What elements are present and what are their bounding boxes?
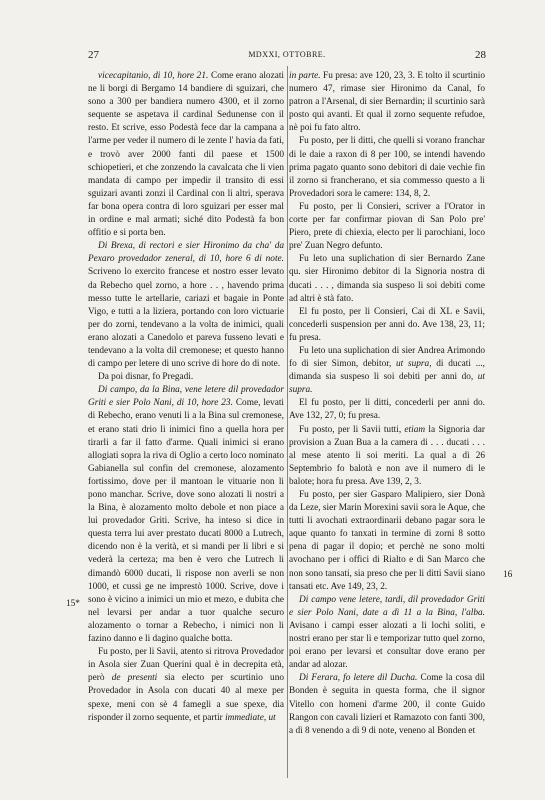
italic-heading-text: Di campo vene letere, tardi, dil provedador Griti e sier Polo Nani, date a dì 11 a la Bina, l'alba.: [289, 594, 485, 618]
italic-heading-text: Di Ferara, fo letere dil Ducha.: [299, 673, 418, 684]
body-text: Fu presa: ave 120, 23, 3. E tolto il scurtinio numero 47, rimase sier Hironimo da Canal, fo patron a l'Arsenal, di sier Bernardin; il scurtinio sarà posto qui avanti. Et qual il zorno sequente refudoe, nè poi fu fato altro.: [289, 71, 485, 134]
italic-heading-text: Di Brexa, di rectori e sier Hironimo da cha' da Pexaro provedador zeneral, di 10, hore 6 di note.: [88, 241, 284, 265]
body-text: Fu posto, per sier Gasparo Malipiero, sier Donà da Leze, sier Marin Morexini savii sora le Aque, che tutti li avochati extraordinarii debano pagar sora le aque quanto fo tanxati in termine di zorni 8 sotto pena di pagar il dopio; et perchè ne sono molti avochano per i offici di Rialto e di San Marco che non sono tansati, sia preso che per li ditti Savii siano tansati etc. Ave 149, 23, 2.: [289, 490, 485, 592]
italic-heading-text: ut supra,: [396, 359, 432, 370]
italic-heading-text: immediate, ut: [225, 712, 276, 723]
italic-heading-text: vicecapitanio, di 10, hore 21.: [98, 71, 209, 81]
paragraph: [289, 489, 485, 594]
body-text: Come erano alozati ne li borgi di Bergamo 14 bandiere di sguizari, che sono a 300 per bandiera numero 4300, et il zorno sequente se aspetava il cardinal Sedunense con il resto. Et scrive, esso Podestà fece dar la campana a l'arme per veder il numero di le zente l' havia da fati, e trovò aver 2000 fanti dil paese et 1500 schiopetieri, et che zonzendo la cavalcata che li vien mandata di campo per impedir il transito di essi sguizari avanti zonzi il Cardinal con li altri, sperava far bona opera contra di loro sguizari per esser mal in ordine e mal armati; siché dito Podestà fa bon offitio e si porta ben.: [88, 71, 284, 239]
left-column: [88, 70, 284, 725]
body-text: Da poi disnar, fo Pregadi.: [98, 372, 194, 383]
italic-heading-text: in parte.: [289, 71, 321, 81]
body-text: sia electo per scurtinio uno Provedador in Asola con ducati 40 al mexe per spexe, meni con sè 4 famegli a sue spexe, dia risponder il zorno sequente, et partir: [88, 673, 284, 723]
body-text: Avisano i campi esser alozati a li lochi soliti, e nostri erano per star lì e temporizar tutto quel zorno, poi erano per levarsi et consultar dove erano per andar ad alozar.: [289, 620, 485, 671]
page-number-left: 27: [88, 49, 99, 61]
paragraph: [289, 345, 485, 397]
body-text: El fu posto, per li ditti, concederli per anni do. Ave 132, 27, 0; fu presa.: [289, 398, 485, 422]
italic-heading-text: Di campo, da la Bina, vene letere dil provedador Griti e sier Polo Nani, di 10, hore 23.: [88, 385, 284, 409]
paragraph: [289, 424, 485, 489]
body-text: la Signoria dar provision a Zuan Bua a la camera di . . . ducati . . . al mese atento li soi meriti. La qual a dì 26 Septembrio fo balotà e non ave il numero di le balote; hora fu presa. Ave 139, 2, 3.: [289, 424, 485, 487]
column-divider: [287, 66, 288, 778]
paragraph: [289, 672, 485, 737]
paragraph: [289, 70, 485, 135]
paragraph: [289, 594, 485, 673]
body-text: Come la cosa dil Bonden è seguita in questa forma, che il signor Vitello con homeni d'arme 200, il conte Guido Rangon con cavali lizieri et Ramazoto con fanti 300, a dì 8 venendo a dì 9 di note, veneno al Bonden et: [289, 673, 485, 736]
body-text: Fu leto una suplichation di sier Bernardo Zane qu. sier Hironimo debitor di la Signoria nostra di ducati . . . , dimanda sia suspeso li soi debiti come ad altri è stà fato.: [289, 254, 485, 304]
running-title: MDXXI, OTTOBRE.: [248, 50, 326, 59]
paragraph: [289, 306, 485, 345]
body-text: Come, levati di Rebecho, erano venuti li a la Bina sul cremonese, et erano stati drio li inimici fino a quella hora per tirarli a far il fatto d'arme. Quali inimici si erano allogiati sopra la riva di Oglio a certo loco nominato Gabianella sul confin del cremonese, alozamento fortissimo, dove per il mantoan le vituarie non li pono manchar. Scrive, dove sono alozati li nostri a la Bina, è alozamento molto debole et non piace a lui provedador Griti. Scrive, ha inteso si dice in questa terra lui aver prestato ducati 8000 a Lutrech, dicendo non è la verità, et si mandi per li libri e si vederà la certeza; ma ben è vero che Lutrech li dimandò 6000 ducati, li rispose non averli se non 1000, et cussì ge ne imprestò 1000. Scrive, dove i sono è vicino a inimici un mio et mezo, e dubita che nel levarsi per andar a tuor qualche securo alozamento o tornar a Rebecho, i nimici non li fazino danno e li dagino qualche botta.: [88, 398, 284, 645]
body-text: Fu posto, per li Consieri, scriver a l'Orator in corte per far confirmar piovan di San Polo pre' Piero, prete di chiexia, electo per li parochiani, loco pre' Zuan Negro defunto.: [289, 201, 485, 252]
page-number-right: 28: [475, 49, 486, 61]
right-column: [289, 70, 485, 738]
margin-marker-left: 15*: [66, 599, 80, 609]
paragraph: [88, 240, 284, 371]
paragraph: [88, 384, 284, 646]
paragraph: [88, 646, 284, 725]
body-text: Fu posto, per li Savii tutti,: [299, 424, 405, 435]
body-text: Fu posto, per li Savii, atento si ritrova Provedador in Asola sier Zuan Querini qual è in decrepita età, però: [88, 647, 284, 684]
italic-heading-text: ut supra.: [289, 372, 485, 396]
italic-heading-text: etiam: [404, 424, 426, 435]
body-text: Fu posto, per li ditti, che quelli si vorano franchar di le daie a raxon di 8 per 100, se intendi havendo prima pagato quanto sono debitori di daie vechie fin il zorno si francherano, et sia commesso questo a li Provedadori sora le camere: 134, 8, 2.: [289, 136, 485, 199]
body-text: di ducati ..., dimanda sia suspeso li soi debiti per anni do,: [289, 359, 485, 383]
paragraph: [289, 135, 485, 200]
paragraph: [88, 371, 284, 384]
paragraph: [289, 201, 485, 253]
italic-heading-text: de presenti: [111, 673, 158, 684]
running-header: [88, 49, 486, 63]
body-text: Fu leto una suplichation di sier Andrea Arimondo fo di sier Simon, debitor,: [289, 345, 485, 370]
margin-marker-right: 16: [503, 570, 513, 580]
body-text: Scriveno lo exercito francese et nostro esser levato da Rebecho quel zorno, a hore . . , havendo prima messo tutte le artellarie, cariazi et bagaie in Ponte Vigo, e tutti a la liziera, portando con loro victuarie per do zorni, tendevano a la volta de inimici, quali erano alozati a Canedolo et pareva fusseno levati e tendevano a la volta dil cremonese; et questo hanno di campo per letere di uno scrive di hore do di note.: [88, 267, 284, 370]
body-text: El fu posto, per li Consieri, Cai di XL e Savii, concederli suspension per anni do. Ave 138, 23, 11; fu presa.: [289, 306, 485, 343]
paragraph: [289, 397, 485, 423]
paragraph: [88, 70, 284, 240]
paragraph: [289, 253, 485, 305]
